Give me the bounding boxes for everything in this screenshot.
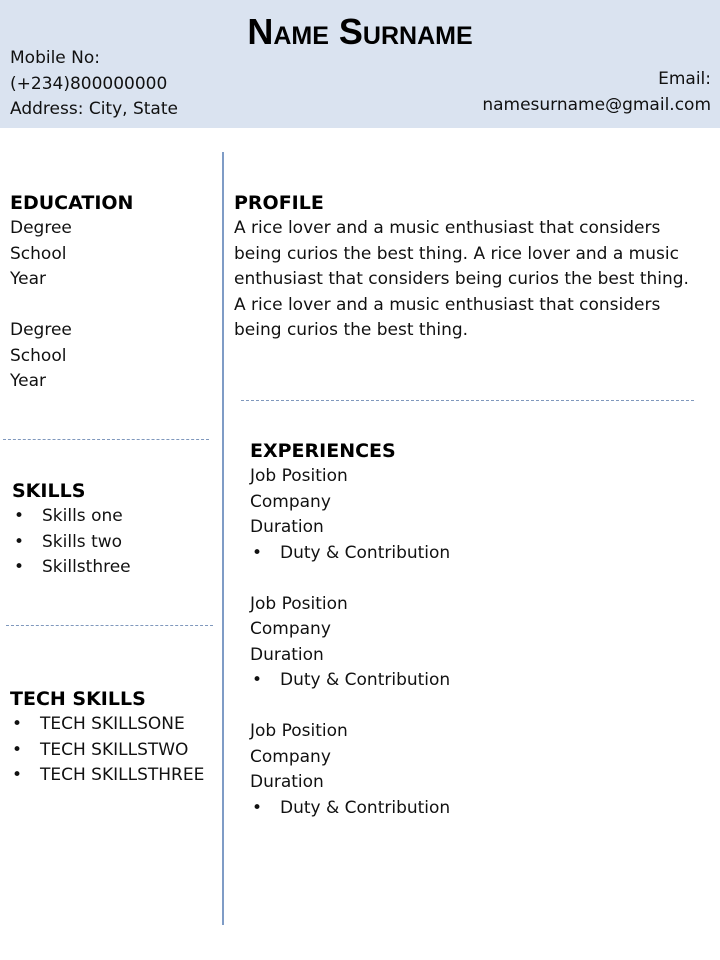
profile-title: PROFILE: [234, 192, 324, 214]
skill-label: Skills one: [42, 506, 123, 526]
profile-line: being curios the best thing.: [234, 320, 469, 340]
company: Company: [250, 491, 331, 512]
experiences-section: [250, 438, 450, 821]
profile-text: [234, 216, 704, 344]
duty-item: [250, 796, 450, 822]
company: Company: [250, 746, 331, 767]
education-title: EDUCATION: [10, 192, 134, 214]
tech-skills-title: TECH SKILLS: [10, 688, 146, 710]
duration: Duration: [250, 644, 324, 665]
experience-entry: [250, 719, 450, 821]
job-position: Job Position: [250, 721, 348, 741]
address: Address: City, State: [10, 99, 178, 119]
duty-item: [250, 668, 450, 694]
education-skills-divider: [3, 439, 209, 440]
skill-item: [12, 530, 131, 556]
bullet-icon: •: [14, 557, 25, 577]
bullet-icon: •: [12, 765, 23, 785]
duration: Duration: [250, 772, 324, 792]
skill-item: [12, 504, 131, 530]
education-school: School: [10, 345, 67, 366]
education-section: [10, 190, 133, 395]
profile-line: A rice lover and a music enthusiast that considers: [234, 218, 661, 238]
tech-skill-item: [10, 763, 204, 789]
skill-label: Skillsthree: [42, 557, 131, 577]
profile-experiences-divider: [241, 400, 694, 401]
bullet-icon: •: [12, 714, 23, 734]
duty-label: Duty & Contribution: [280, 542, 451, 563]
profile-line: enthusiast that considers being curios the best thing.: [234, 269, 689, 289]
bullet-icon: •: [252, 542, 263, 563]
skills-title: SKILLS: [12, 480, 86, 502]
email-value: namesurname@gmail.com: [482, 94, 711, 115]
education-entry: [10, 216, 133, 293]
bullet-icon: •: [14, 531, 25, 552]
tech-skills-section: [10, 686, 204, 789]
skill-label: Skills two: [42, 531, 123, 552]
duty-label: Duty & Contribution: [280, 670, 451, 690]
mobile-label: Mobile No:: [10, 48, 101, 68]
company: Company: [250, 619, 331, 639]
tech-skill-label: TECH SKILLSTHREE: [40, 765, 205, 785]
full-name: Name Surname: [247, 11, 473, 52]
experience-entry: [250, 464, 450, 566]
skill-item: [12, 555, 131, 581]
tech-skill-label: TECH SKILLSONE: [40, 714, 185, 734]
profile-line: being curios the best thing. A rice lover and a music: [234, 243, 679, 264]
email-label: Email:: [658, 69, 711, 89]
skills-techskills-divider: [6, 625, 213, 626]
tech-skill-label: TECH SKILLSTWO: [40, 739, 189, 760]
duty-item: [250, 541, 450, 567]
education-entry: [10, 318, 133, 395]
education-degree: Degree: [10, 218, 72, 238]
job-position: Job Position: [250, 593, 348, 614]
tech-skill-item: [10, 738, 204, 764]
duty-label: Duty & Contribution: [280, 797, 451, 818]
profile-section: [234, 190, 704, 344]
resume-header: [0, 0, 720, 128]
bullet-icon: •: [14, 506, 25, 526]
column-divider: [222, 152, 224, 925]
mobile-value: (+234)800000000: [10, 73, 168, 94]
tech-skill-item: [10, 712, 204, 738]
job-position: Job Position: [250, 466, 348, 486]
bullet-icon: •: [12, 739, 23, 760]
skills-section: [12, 478, 131, 581]
duration: Duration: [250, 517, 324, 537]
bullet-icon: •: [252, 797, 263, 818]
education-year: Year: [10, 269, 46, 289]
contact-left: [10, 46, 178, 123]
bullet-icon: •: [252, 670, 263, 690]
education-degree: Degree: [10, 320, 72, 340]
experience-entry: [250, 592, 450, 694]
experiences-title: EXPERIENCES: [250, 440, 396, 462]
education-school: School: [10, 243, 67, 264]
education-year: Year: [10, 371, 46, 391]
profile-line: A rice lover and a music enthusiast that considers: [234, 294, 661, 315]
contact-right: [482, 67, 711, 118]
